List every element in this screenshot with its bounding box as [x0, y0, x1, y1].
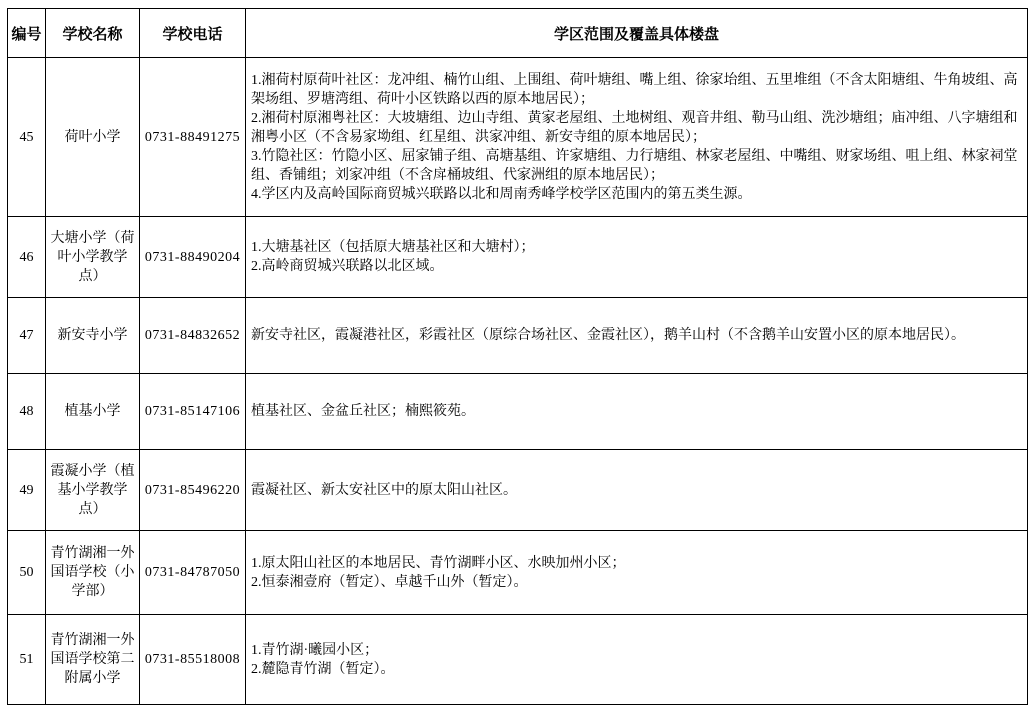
scope-line: 植基社区、金盆丘社区；楠熙筱苑。: [251, 404, 475, 419]
cell-number: 46: [8, 217, 46, 298]
cell-school-phone: 0731-84832652: [140, 298, 246, 374]
school-district-table: [7, 8, 1028, 705]
cell-number: 49: [8, 450, 46, 531]
scope-line: 2.湘荷村原湘粤社区：大坡塘组、边山寺组、黄家老屋组、土地树组、观音井组、勒马山组、洗沙塘组；庙冲组、八字塘组和湘粤小区（不含易家坳组、红星组、洪家冲组、新安寺组的原本地居民）；: [251, 110, 1018, 145]
cell-district-scope: [246, 298, 1028, 374]
header-row: [8, 9, 1028, 58]
scope-line: 1.青竹湖·曦园小区；: [251, 642, 379, 658]
cell-number: 47: [8, 298, 46, 374]
scope-line: 2.恒泰湘壹府（暂定）、卓越千山外（暂定）。: [251, 574, 528, 590]
cell-district-scope: [246, 374, 1028, 450]
col-header-school-name: 学校名称: [46, 9, 140, 58]
table-body: [8, 58, 1028, 705]
cell-district-scope: [246, 531, 1028, 615]
cell-district-scope: [246, 615, 1028, 705]
table-row: [8, 450, 1028, 531]
scope-line: 2.麓隐青竹湖（暂定）。: [251, 661, 395, 677]
cell-number: 50: [8, 531, 46, 615]
table-row: [8, 374, 1028, 450]
scope-line: 1.原太阳山社区的本地居民、青竹湖畔小区、水映加州小区；: [251, 555, 626, 571]
cell-number: 48: [8, 374, 46, 450]
scope-line: 新安寺社区，霞凝港社区，彩霞社区（原综合场社区、金霞社区），鹅羊山村（不含鹅羊山安置小区的原本地居民）。: [251, 328, 965, 343]
cell-district-scope: [246, 58, 1028, 217]
cell-school-name: 大塘小学（荷叶小学教学点）: [46, 217, 140, 298]
scope-line: 3.竹隐社区：竹隐小区、屈家铺子组、高塘基组、许家塘组、力行塘组、林家老屋组、中嘴组、财家场组、咀上组、林家祠堂组、香铺组；刘家冲组（不含戽桶坡组、代家洲组的原本地居民）；: [251, 148, 1018, 183]
table-row: [8, 298, 1028, 374]
cell-number: 45: [8, 58, 46, 217]
cell-school-name: 青竹湖湘一外国语学校（小学部）: [46, 531, 140, 615]
cell-school-name: 荷叶小学: [46, 58, 140, 217]
cell-school-phone: 0731-88491275: [140, 58, 246, 217]
scope-line: 1.湘荷村原荷叶社区：龙冲组、楠竹山组、上围组、荷叶塘组、嘴上组、徐家坮组、五里堆组（不含太阳塘组、牛角坡组、高架场组、罗塘湾组、荷叶小区铁路以西的原本地居民）；: [251, 72, 1018, 107]
cell-district-scope: [246, 217, 1028, 298]
table-row: [8, 531, 1028, 615]
cell-school-name: 霞凝小学（植基小学教学点）: [46, 450, 140, 531]
table-row: [8, 58, 1028, 217]
table-row: [8, 217, 1028, 298]
cell-school-name: 植基小学: [46, 374, 140, 450]
col-header-district-scope: 学区范围及覆盖具体楼盘: [246, 9, 1028, 58]
cell-school-phone: 0731-85518008: [140, 615, 246, 705]
table-row: [8, 615, 1028, 705]
scope-line: 2.高岭商贸城兴联路以北区域。: [251, 259, 444, 274]
scope-line: 4.学区内及高岭国际商贸城兴联路以北和周南秀峰学校学区范围内的第五类生源。: [251, 186, 752, 202]
col-header-school-phone: 学校电话: [140, 9, 246, 58]
cell-school-phone: 0731-84787050: [140, 531, 246, 615]
cell-school-phone: 0731-85147106: [140, 374, 246, 450]
cell-district-scope: [246, 450, 1028, 531]
scope-line: 1.大塘基社区（包括原大塘基社区和大塘村）；: [251, 240, 535, 255]
cell-school-phone: 0731-88490204: [140, 217, 246, 298]
scope-line: 霞凝社区、新太安社区中的原太阳山社区。: [251, 482, 517, 498]
cell-number: 51: [8, 615, 46, 705]
col-header-number: 编号: [8, 9, 46, 58]
cell-school-name: 青竹湖湘一外国语学校第二附属小学: [46, 615, 140, 705]
cell-school-name: 新安寺小学: [46, 298, 140, 374]
cell-school-phone: 0731-85496220: [140, 450, 246, 531]
